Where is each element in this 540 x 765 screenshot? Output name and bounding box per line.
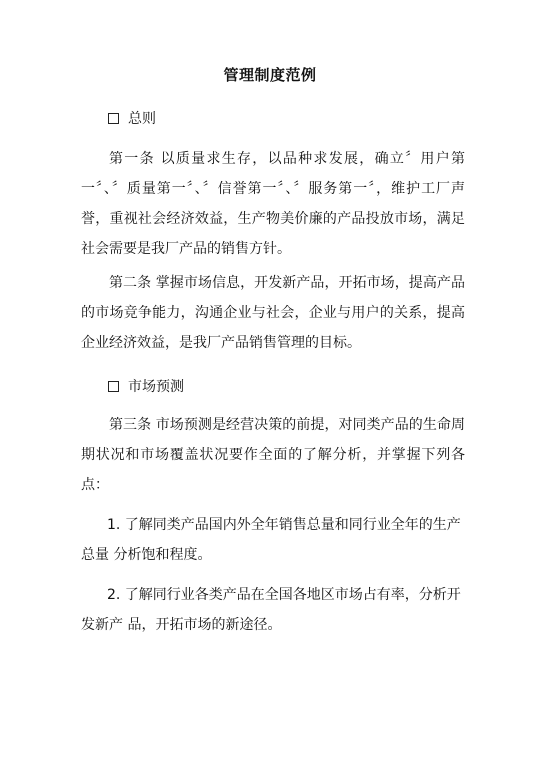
checkbox-icon — [108, 381, 119, 392]
article-3-paragraph: 第三条 市场预测是经营决策的前提，对同类产品的生命周期状况和市场覆盖状况要作全面的了解分析，并掌握下列各点： — [81, 417, 465, 493]
article-1-paragraph: 第一条 以质量求生存，以品种求发展，确立〞用户第一〞、〞质量第一〞、〞信誉第一〞、〞服务第一〞，维护工厂声誉，重视社会经济效益，生产物美价廉的产品投放市场，满足社会需要是我厂产品的销售方针。 — [81, 151, 465, 257]
article-2-paragraph: 第二条 掌握市场信息，开发新产品，开拓市场，提高产品的市场竞争能力，沟通企业与社会，企业与用户的关系，提高企业经济效益，是我厂产品销售管理的目标。 — [81, 275, 465, 351]
section-heading-label: 市场预测 — [128, 379, 184, 395]
section-heading-market-forecast — [108, 376, 184, 396]
list-item-2: 2. 了解同行业各类产品在全国各地区市场占有率，分析开发新产 品，开拓市场的新途径。 — [81, 587, 461, 633]
checkbox-icon — [108, 113, 119, 124]
section-heading-general — [108, 108, 156, 128]
list-item-1: 1. 了解同类产品国内外全年销售总量和同行业全年的生产总量 分析饱和程度。 — [81, 517, 461, 563]
section-heading-label: 总则 — [128, 111, 156, 127]
document-title: 管理制度范例 — [223, 66, 317, 84]
